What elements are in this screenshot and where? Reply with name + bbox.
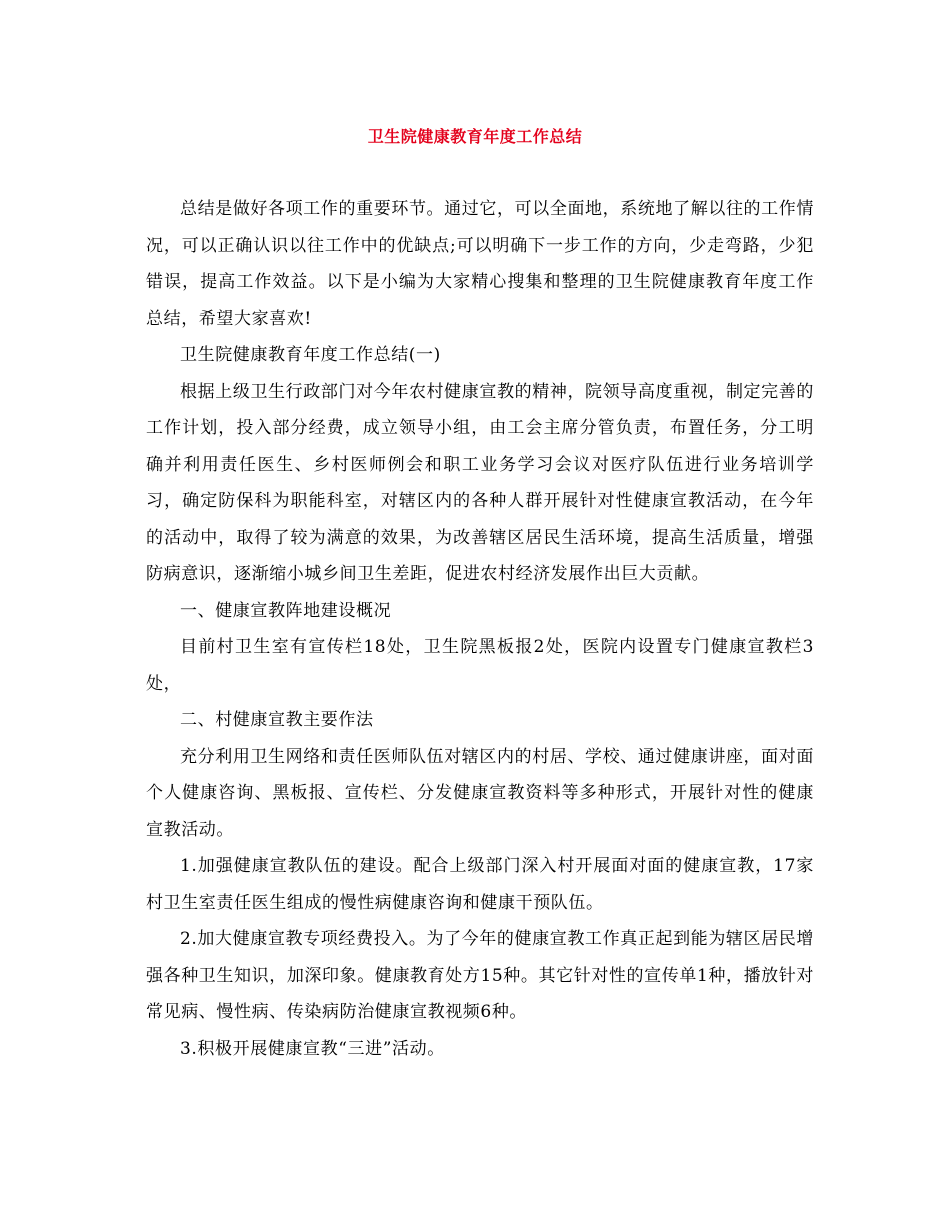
section-heading-2: 一、健康宣教阵地建设概况: [180, 600, 392, 621]
section-heading-1: 卫生院健康教育年度工作总结(一): [180, 345, 441, 365]
paragraph-overview: 根据上级卫生行政部门对今年农村健康宣教的精神，院领导高度重视，制定完善的工作计划，投入部分经费，成立领导小组，由工会主席分管负责，布置任务，分工明确并利用责任医生、乡村医师例会和职工业务学习会议对医疗队伍进行业务培训学习，确定防保科为职能科室，对辖区内的各种人群开展针对性健康宣教活动，在今年的活动中，取得了较为满意的效果，为改善辖区居民生活环境，提高生活质量，增强防病意识，逐渐缩小城乡间卫生差距，促进农村经济发展作出巨大贡献。: [146, 381, 814, 584]
paragraph-intro: 总结是做好各项工作的重要环节。通过它，可以全面地，系统地了解以往的工作情况，可以正确认识以往工作中的优缺点;可以明确下一步工作的方向，少走弯路，少犯错误，提高工作效益。以下是小编为大家精心搜集和整理的卫生院健康教育年度工作总结，希望大家喜欢!: [146, 199, 814, 329]
document-title: 卫生院健康教育年度工作总结: [367, 127, 583, 146]
document-body: [146, 191, 814, 1067]
list-item-3: 3.积极开展健康宣教“三进”活动。: [180, 1038, 445, 1059]
paragraph-facilities: 目前村卫生室有宣传栏18处，卫生院黑板报2处，医院内设置专门健康宣教栏3处，: [146, 637, 814, 694]
paragraph-methods: 充分利用卫生网络和责任医师队伍对辖区内的村居、学校、通过健康讲座，面对面个人健康咨询、黑板报、宣传栏、分发健康宣教资料等多种形式，开展针对性的健康宣教活动。: [146, 746, 814, 840]
list-item-1: 1.加强健康宣教队伍的建设。配合上级部门深入村开展面对面的健康宣教，17家村卫生室责任医生组成的慢性病健康咨询和健康干预队伍。: [146, 856, 814, 913]
section-heading-3: 二、村健康宣教主要作法: [180, 710, 374, 730]
list-item-2: 2.加大健康宣教专项经费投入。为了今年的健康宣教工作真正起到能为辖区居民增强各种卫生知识，加深印象。健康教育处方15种。其它针对性的宣传单1种，播放针对常见病、慢性病、传染病防治健康宣教视频6种。: [146, 929, 814, 1022]
